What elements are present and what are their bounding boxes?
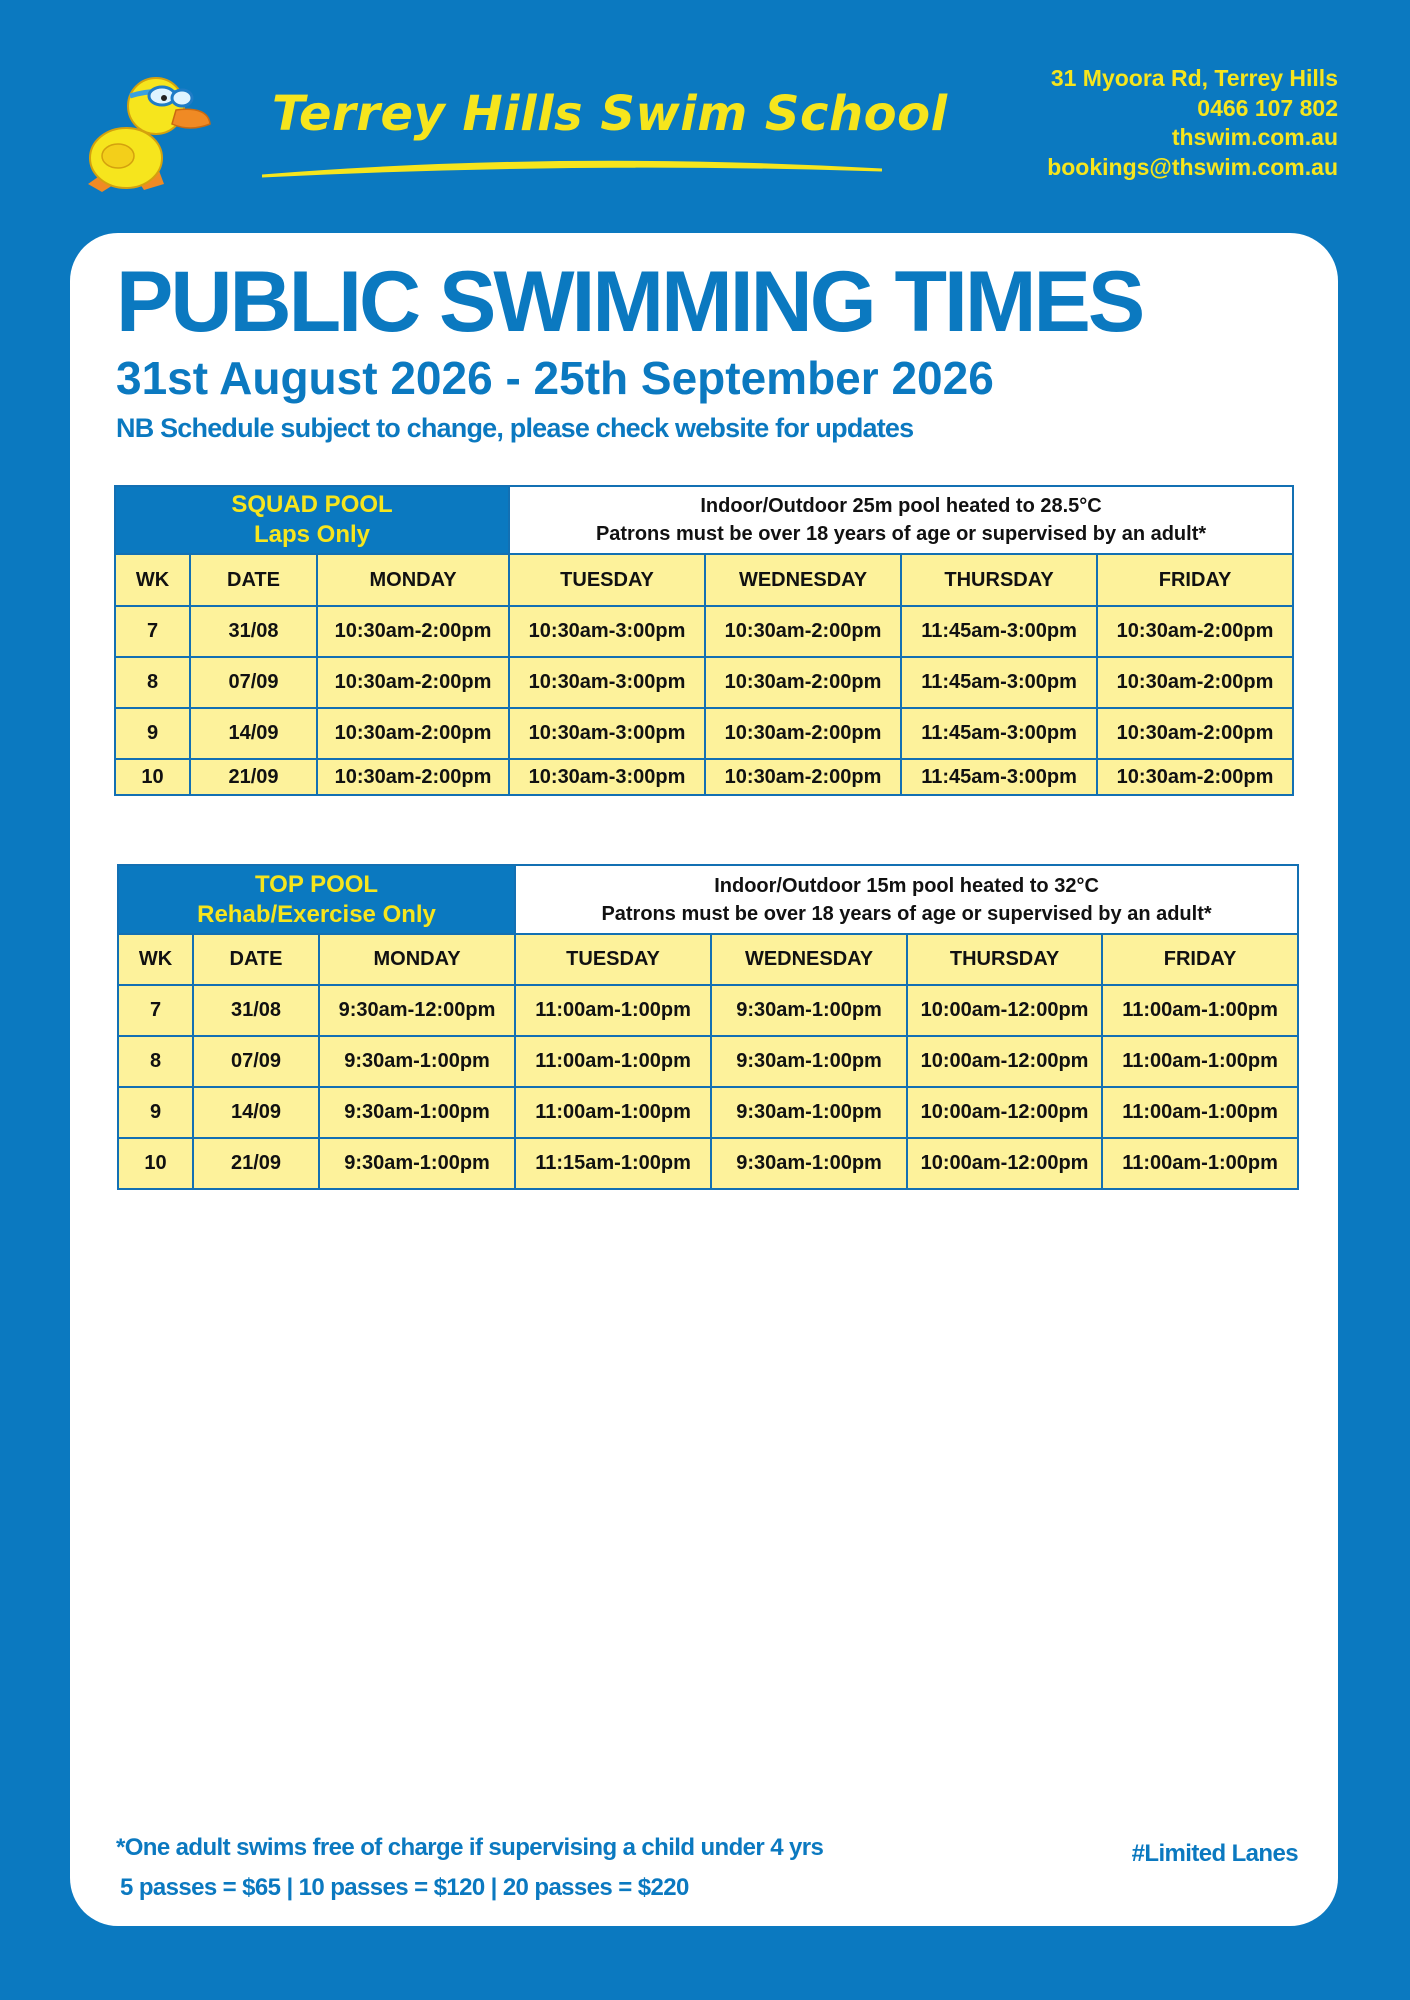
- table-cell: 11:00am-1:00pm: [515, 1036, 711, 1087]
- table-cell: 21/09: [190, 759, 317, 795]
- top-pool-table: [117, 864, 1299, 1190]
- table-cell: 10:30am-3:00pm: [509, 657, 705, 708]
- table-cell: 10:30am-2:00pm: [1097, 759, 1293, 795]
- column-header: WK: [115, 554, 190, 606]
- contact-info: [1047, 64, 1338, 182]
- table-cell: 10:30am-2:00pm: [317, 657, 509, 708]
- table-cell: 14/09: [190, 708, 317, 759]
- address: 31 Myoora Rd, Terrey Hills: [1050, 65, 1338, 91]
- table-cell: 9:30am-1:00pm: [319, 1036, 515, 1087]
- table-cell: 9:30am-1:00pm: [711, 1036, 907, 1087]
- table-cell: 10:00am-12:00pm: [907, 1036, 1102, 1087]
- squad-pool-header: [115, 486, 509, 554]
- table-cell: 11:00am-1:00pm: [1102, 1087, 1298, 1138]
- table-cell: 10:30am-2:00pm: [317, 759, 509, 795]
- table-cell: 10: [118, 1138, 193, 1189]
- table-cell: 11:45am-3:00pm: [901, 606, 1097, 657]
- table-cell: 14/09: [193, 1087, 319, 1138]
- table-cell: 11:45am-3:00pm: [901, 708, 1097, 759]
- table-cell: 10:30am-2:00pm: [705, 657, 901, 708]
- free-adult-note: *One adult swims free of charge if supervising a child under 4 yrs: [116, 1834, 824, 1861]
- table-cell: 11:15am-1:00pm: [515, 1138, 711, 1189]
- table-cell: 9:30am-1:00pm: [319, 1138, 515, 1189]
- column-header: THURSDAY: [907, 934, 1102, 985]
- header: [0, 0, 1410, 230]
- table-cell: 10:30am-3:00pm: [509, 759, 705, 795]
- column-header: DATE: [193, 934, 319, 985]
- pool-desc-line: Patrons must be over 18 years of age or supervised by an adult*: [601, 902, 1212, 925]
- pool-name: SQUAD POOL: [231, 491, 393, 518]
- table-cell: 10:30am-2:00pm: [1097, 657, 1293, 708]
- pool-name: TOP POOL: [254, 870, 379, 898]
- table-cell: 9: [118, 1087, 193, 1138]
- top-pool-header: [118, 865, 515, 934]
- brand-swoosh-icon: [262, 150, 882, 180]
- date-range: 31st August 2026 - 25th September 2026: [116, 352, 994, 404]
- table-cell: 8: [115, 657, 190, 708]
- pool-desc-line: Patrons must be over 18 years of age or supervised by an adult*: [595, 523, 1207, 545]
- table-row: [115, 759, 1293, 795]
- column-header: DATE: [190, 554, 317, 606]
- column-header-row: [118, 934, 1298, 985]
- table-cell: 10:30am-3:00pm: [509, 606, 705, 657]
- table-cell: 11:45am-3:00pm: [901, 759, 1097, 795]
- schedule-note: NB Schedule subject to change, please check website for updates: [116, 413, 914, 443]
- column-header: TUESDAY: [515, 934, 711, 985]
- table-cell: 11:00am-1:00pm: [1102, 1138, 1298, 1189]
- table-cell: 9:30am-1:00pm: [711, 1138, 907, 1189]
- table-cell: 11:00am-1:00pm: [1102, 1036, 1298, 1087]
- table-row: [118, 1138, 1298, 1189]
- table-cell: 10:30am-3:00pm: [509, 708, 705, 759]
- table-cell: 9:30am-1:00pm: [711, 1087, 907, 1138]
- column-header: TUESDAY: [509, 554, 705, 606]
- table-cell: 10:30am-2:00pm: [1097, 708, 1293, 759]
- squad-pool-table: [114, 485, 1294, 796]
- pool-usage: Rehab/Exercise Only: [197, 900, 436, 928]
- column-header: WK: [118, 934, 193, 985]
- table-cell: 10:00am-12:00pm: [907, 1087, 1102, 1138]
- table-row: [115, 708, 1293, 759]
- schedule-card: [70, 233, 1338, 1926]
- table-cell: 8: [118, 1036, 193, 1087]
- table-cell: 10:30am-2:00pm: [317, 606, 509, 657]
- column-header: FRIDAY: [1102, 934, 1298, 985]
- column-header: FRIDAY: [1097, 554, 1293, 606]
- table-cell: 7: [118, 985, 193, 1036]
- table-cell: 21/09: [193, 1138, 319, 1189]
- table-cell: 11:00am-1:00pm: [515, 985, 711, 1036]
- column-header: WEDNESDAY: [705, 554, 901, 606]
- column-header: WEDNESDAY: [711, 934, 907, 985]
- column-header: THURSDAY: [901, 554, 1097, 606]
- brand-name: Terrey Hills Swim School: [272, 86, 948, 142]
- squad-pool-description: [509, 486, 1293, 554]
- table-cell: 10:30am-2:00pm: [317, 708, 509, 759]
- table-cell: 7: [115, 606, 190, 657]
- table-cell: 10:00am-12:00pm: [907, 985, 1102, 1036]
- pool-desc-line: Indoor/Outdoor 15m pool heated to 32°C: [714, 874, 1099, 897]
- table-cell: 11:00am-1:00pm: [1102, 985, 1298, 1036]
- column-header: MONDAY: [319, 934, 515, 985]
- table-cell: 9: [115, 708, 190, 759]
- table-cell: 11:45am-3:00pm: [901, 657, 1097, 708]
- table-cell: 31/08: [190, 606, 317, 657]
- pool-usage: Laps Only: [254, 521, 371, 548]
- phone-number[interactable]: 0466 107 802: [1197, 94, 1338, 121]
- table-cell: 10:30am-2:00pm: [705, 606, 901, 657]
- limited-lanes-hashtag: #Limited Lanes: [1131, 1840, 1298, 1867]
- table-cell: 07/09: [190, 657, 317, 708]
- table-cell: 9:30am-12:00pm: [319, 985, 515, 1036]
- pass-prices: 5 passes = $65 | 10 passes = $120 | 20 passes = $220: [120, 1874, 689, 1901]
- table-cell: 31/08: [193, 985, 319, 1036]
- column-header: MONDAY: [317, 554, 509, 606]
- table-cell: 10: [115, 759, 190, 795]
- column-header-row: [115, 554, 1293, 606]
- table-cell: 9:30am-1:00pm: [711, 985, 907, 1036]
- page-title: PUBLIC SWIMMING TIMES: [116, 254, 1143, 350]
- table-cell: 07/09: [193, 1036, 319, 1087]
- pool-desc-line: Indoor/Outdoor 25m pool heated to 28.5°C: [700, 495, 1102, 517]
- table-row: [115, 657, 1293, 708]
- top-pool-description: [515, 865, 1298, 934]
- duck-logo-icon: [78, 66, 238, 206]
- table-row: [118, 1036, 1298, 1087]
- table-cell: 10:30am-2:00pm: [705, 708, 901, 759]
- table-cell: 10:30am-2:00pm: [705, 759, 901, 795]
- email-link[interactable]: bookings@thswim.com.au: [1047, 153, 1338, 180]
- table-row: [118, 985, 1298, 1036]
- table-cell: 10:30am-2:00pm: [1097, 606, 1293, 657]
- table-row: [115, 606, 1293, 657]
- table-cell: 9:30am-1:00pm: [319, 1087, 515, 1138]
- table-cell: 11:00am-1:00pm: [515, 1087, 711, 1138]
- table-cell: 10:00am-12:00pm: [907, 1138, 1102, 1189]
- table-row: [118, 1087, 1298, 1138]
- website-link[interactable]: thswim.com.au: [1171, 124, 1338, 150]
